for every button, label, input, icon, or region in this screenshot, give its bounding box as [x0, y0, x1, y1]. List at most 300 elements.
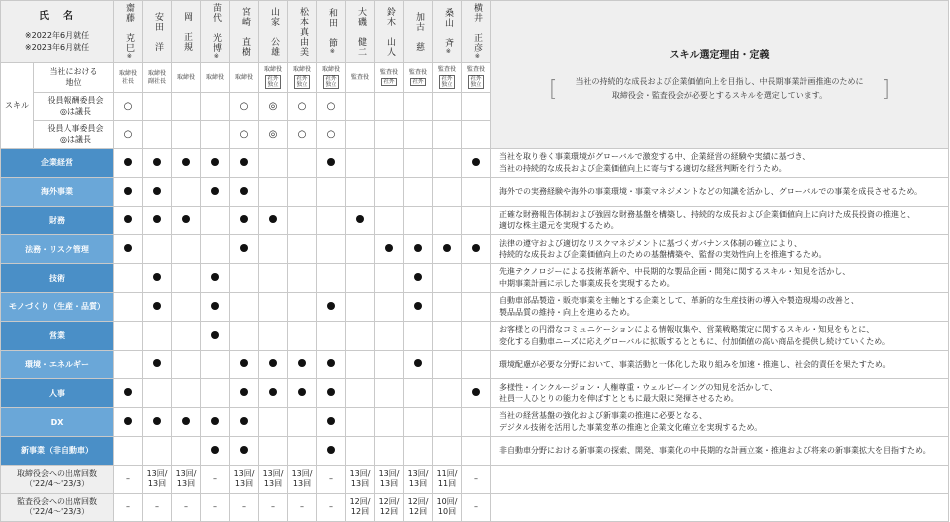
skill-mark-cell	[114, 235, 143, 264]
skill-dot-icon	[211, 273, 219, 281]
skill-mark-cell	[375, 350, 404, 379]
skill-dot-icon	[327, 388, 335, 396]
name-label: 氏 名	[39, 11, 75, 22]
skill-mark-cell	[143, 379, 172, 408]
position-cell: 取締役	[172, 63, 201, 93]
position-cell: 取締役 副社長	[143, 63, 172, 93]
skill-mark-cell	[172, 292, 201, 321]
member-note: ※	[328, 47, 336, 56]
comp-committee-cell	[172, 93, 201, 121]
comp-committee-cell	[143, 93, 172, 121]
skill-mark-cell	[259, 436, 288, 465]
skill-mark-cell	[404, 264, 433, 293]
member-name-cell	[259, 1, 288, 63]
position-cell: 監査役 社外	[375, 63, 404, 93]
date-note-2023: ※2023年6月就任	[24, 43, 90, 52]
skill-dot-icon	[153, 215, 161, 223]
skill-reason: 多様性・インクルージョン・人権尊重・ウェルビーイングの知見を活かして、 社員一人ひとりの能力を伸ばすとともに最大限に発揮させるため。	[491, 379, 949, 408]
board-attendance-label: 取締役会への出席回数 （'22/4～'23/3）	[1, 465, 114, 493]
member-note: ※	[212, 52, 220, 61]
skill-mark-cell	[404, 177, 433, 206]
skill-dot-icon	[414, 273, 422, 281]
position-cell: 監査役 社外 独立	[433, 63, 462, 93]
comp-committee-cell	[462, 93, 491, 121]
skill-name: 法務・リスク管理	[1, 235, 114, 264]
member-name-cell	[201, 1, 230, 63]
position-cell: 取締役 社長	[114, 63, 143, 93]
skill-mark-cell	[433, 292, 462, 321]
skill-mark-cell	[346, 408, 375, 437]
skill-mark-cell	[317, 264, 346, 293]
skill-name: 財務	[1, 206, 114, 235]
skill-mark-cell	[114, 149, 143, 178]
skill-mark-cell	[346, 350, 375, 379]
skill-mark-cell	[172, 321, 201, 350]
member-name-cell	[143, 1, 172, 63]
member-name: 和田 節	[326, 7, 337, 48]
skill-name: 技術	[1, 264, 114, 293]
skill-mark-cell	[317, 235, 346, 264]
skill-mark-cell	[230, 149, 259, 178]
member-name: 桑山 斉	[442, 7, 453, 48]
outside-badge: 社外 独立	[441, 75, 453, 88]
skill-mark-cell	[288, 408, 317, 437]
skill-mark-cell	[143, 436, 172, 465]
member-name-cell	[317, 1, 346, 63]
skill-mark-cell	[172, 206, 201, 235]
nom-committee-cell	[201, 121, 230, 149]
skill-mark-cell	[230, 350, 259, 379]
skill-dot-icon	[153, 187, 161, 195]
comp-committee-cell: ○	[288, 93, 317, 121]
skill-mark-cell	[288, 264, 317, 293]
audit-attendance-blank	[491, 493, 949, 521]
skill-mark-cell	[433, 264, 462, 293]
member-name: 齋藤 克巳	[123, 2, 134, 53]
skill-mark-cell	[462, 379, 491, 408]
skill-dot-icon	[240, 187, 248, 195]
skill-mark-cell	[259, 379, 288, 408]
skill-mark-cell	[114, 321, 143, 350]
date-note-2022: ※2022年6月就任	[24, 31, 90, 40]
skill-dot-icon	[472, 158, 480, 166]
skill-mark-cell	[404, 436, 433, 465]
reason-title: スキル選定理由・定義	[669, 50, 770, 62]
skill-mark-cell	[288, 321, 317, 350]
skill-name: 人事	[1, 379, 114, 408]
skill-mark-cell	[317, 149, 346, 178]
skill-mark-cell	[201, 292, 230, 321]
skill-dot-icon	[211, 302, 219, 310]
skill-mark-cell	[433, 149, 462, 178]
member-name-cell	[404, 1, 433, 63]
skill-mark-cell	[259, 264, 288, 293]
reason-header	[491, 1, 949, 149]
comp-committee-cell: ○	[230, 93, 259, 121]
skill-mark-cell	[346, 321, 375, 350]
skill-dot-icon	[124, 417, 132, 425]
comp-committee-cell: ◎	[259, 93, 288, 121]
skill-mark-cell	[375, 436, 404, 465]
skill-mark-cell	[462, 235, 491, 264]
skill-dot-icon	[182, 417, 190, 425]
skill-mark-cell	[317, 350, 346, 379]
skill-mark-cell	[201, 408, 230, 437]
position-cell: 取締役 社外 独立	[259, 63, 288, 93]
skill-dot-icon	[240, 158, 248, 166]
audit-attendance-cell: 12回/ 12回	[404, 493, 433, 521]
skill-dot-icon	[211, 187, 219, 195]
skill-dot-icon	[327, 417, 335, 425]
skill-mark-cell	[404, 350, 433, 379]
skill-mark-cell	[317, 436, 346, 465]
skill-mark-cell	[375, 408, 404, 437]
skill-dot-icon	[124, 244, 132, 252]
skill-reason: 自動車部品製造・販売事業を主軸とする企業として、革新的な生産技術の導入や製造現場の改善と、 製品品質の維持・向上を進めるため。	[491, 292, 949, 321]
outside-badge: 社外 独立	[267, 75, 279, 88]
skill-mark-cell	[201, 206, 230, 235]
skill-mark-cell	[433, 350, 462, 379]
board-attendance-cell: 13回/ 13回	[230, 465, 259, 493]
skill-mark-cell	[230, 292, 259, 321]
skill-mark-cell	[317, 292, 346, 321]
skill-dot-icon	[298, 359, 306, 367]
comp-committee-cell	[201, 93, 230, 121]
skill-mark-cell	[433, 436, 462, 465]
position-cell: 監査役	[346, 63, 375, 93]
skill-mark-cell	[259, 149, 288, 178]
skill-mark-cell	[346, 292, 375, 321]
skill-mark-cell	[172, 379, 201, 408]
member-name-cell	[114, 1, 143, 63]
audit-attendance-cell: –	[143, 493, 172, 521]
skill-mark-cell	[433, 177, 462, 206]
audit-attendance-cell: –	[317, 493, 346, 521]
nom-committee-cell	[404, 121, 433, 149]
skill-name: 海外事業	[1, 177, 114, 206]
skill-dot-icon	[182, 158, 190, 166]
skill-dot-icon	[414, 244, 422, 252]
skill-mark-cell	[462, 350, 491, 379]
skill-mark-cell	[259, 408, 288, 437]
position-cell: 監査役 社外 独立	[462, 63, 491, 93]
member-name: 宮崎 直樹	[239, 6, 250, 57]
member-name-cell	[346, 1, 375, 63]
skill-mark-cell	[172, 177, 201, 206]
skill-mark-cell	[317, 379, 346, 408]
member-note: ※	[444, 47, 452, 56]
member-name: 横井 正彦	[471, 2, 482, 53]
skill-dot-icon	[240, 446, 248, 454]
skill-dot-icon	[211, 331, 219, 339]
skill-dot-icon	[327, 158, 335, 166]
audit-attendance-cell: –	[288, 493, 317, 521]
skill-reason: 法律の遵守および適切なリスクマネジメントに基づくガバナンス体制の確立により、 持続的な成長および企業価値向上のための基盤構築や、監督の実効性向上を推進するため。	[491, 235, 949, 264]
skill-dot-icon	[153, 273, 161, 281]
skill-dot-icon	[124, 215, 132, 223]
skill-mark-cell	[346, 235, 375, 264]
member-name: 山家 公雄	[268, 6, 279, 57]
position-label: 当社における 地位	[34, 63, 114, 93]
skill-reason: 先進テクノロジーによる技術革新や、中長期的な製品企画・開発に関するスキル・知見を活かし、 中期事業計画に示した事業成長を実現するため。	[491, 264, 949, 293]
skill-mark-cell	[172, 235, 201, 264]
skill-mark-cell	[143, 408, 172, 437]
position-cell: 取締役	[230, 63, 259, 93]
skill-mark-cell	[375, 149, 404, 178]
skill-dot-icon	[472, 388, 480, 396]
skill-reason: お客様との円滑なコミュニケーションによる情報収集や、営業戦略策定に関するスキル・知見をもとに、 変化する自動車ニーズに応えグローバルに拡販するとともに、付加価値の高い商品を提供し続けていくため。	[491, 321, 949, 350]
skill-side-label: スキル	[1, 63, 34, 149]
board-attendance-cell: 13回/ 13回	[288, 465, 317, 493]
board-attendance-blank	[491, 465, 949, 493]
skill-mark-cell	[201, 321, 230, 350]
skill-mark-cell	[201, 264, 230, 293]
skill-mark-cell	[201, 436, 230, 465]
skill-dot-icon	[269, 388, 277, 396]
skill-mark-cell	[462, 177, 491, 206]
member-name: 加古 慈	[413, 11, 424, 52]
audit-attendance-cell: –	[172, 493, 201, 521]
skill-mark-cell	[375, 292, 404, 321]
skill-mark-cell	[143, 321, 172, 350]
skill-reason: 環境配慮が必要な分野において、事業活動と一体化した取り組みを加速・推進し、社会的責任を果たすため。	[491, 350, 949, 379]
skill-dot-icon	[211, 158, 219, 166]
skill-mark-cell	[259, 321, 288, 350]
skill-mark-cell	[143, 235, 172, 264]
skill-mark-cell	[375, 321, 404, 350]
skill-mark-cell	[404, 379, 433, 408]
audit-attendance-cell: –	[259, 493, 288, 521]
audit-attendance-cell: –	[230, 493, 259, 521]
board-attendance-cell: 13回/ 13回	[375, 465, 404, 493]
skill-dot-icon	[153, 417, 161, 425]
skill-mark-cell	[404, 408, 433, 437]
skill-mark-cell	[259, 177, 288, 206]
member-name: 鈴木 山人	[384, 6, 395, 57]
nom-committee-cell	[462, 121, 491, 149]
outside-badge: 社外 独立	[296, 75, 308, 88]
skill-mark-cell	[433, 235, 462, 264]
nom-committee-cell	[172, 121, 201, 149]
audit-attendance-cell: 12回/ 12回	[375, 493, 404, 521]
reason-intro-2: 取締役会・監査役会が必要とするスキルを選定しています。	[611, 91, 828, 100]
skill-name: モノづくり（生産・品質）	[1, 292, 114, 321]
skill-dot-icon	[240, 388, 248, 396]
skill-mark-cell	[201, 235, 230, 264]
member-name-cell	[433, 1, 462, 63]
skill-mark-cell	[346, 379, 375, 408]
skill-mark-cell	[114, 206, 143, 235]
skill-mark-cell	[462, 436, 491, 465]
skill-mark-cell	[201, 177, 230, 206]
comp-committee-cell	[346, 93, 375, 121]
skill-dot-icon	[124, 158, 132, 166]
bracket-left-icon: [	[548, 76, 558, 102]
audit-attendance-cell: 10回/ 10回	[433, 493, 462, 521]
member-name: 松本真由美	[297, 6, 308, 57]
skill-dot-icon	[153, 359, 161, 367]
skill-mark-cell	[288, 206, 317, 235]
audit-attendance-label: 監査役会への出席回数 （'22/4～'23/3）	[1, 493, 114, 521]
member-name: 安田 洋	[152, 11, 163, 52]
skill-mark-cell	[404, 206, 433, 235]
skill-mark-cell	[288, 177, 317, 206]
skill-dot-icon	[240, 244, 248, 252]
skill-dot-icon	[385, 244, 393, 252]
skill-dot-icon	[124, 388, 132, 396]
skill-mark-cell	[201, 379, 230, 408]
member-name: 大磯 健二	[355, 6, 366, 57]
nom-committee-cell: ○	[230, 121, 259, 149]
nom-committee-cell: ○	[114, 121, 143, 149]
skill-mark-cell	[288, 235, 317, 264]
skill-mark-cell	[259, 206, 288, 235]
audit-attendance-cell: –	[114, 493, 143, 521]
skill-mark-cell	[230, 264, 259, 293]
position-cell: 取締役 社外 独立	[317, 63, 346, 93]
skill-dot-icon	[414, 302, 422, 310]
skill-mark-cell	[172, 149, 201, 178]
skill-reason: 当社を取り巻く事業環境がグローバルで激変する中、企業経営の経験や実績に基づき、 当社の持続的な成長および企業価値向上に寄与する適切な経営判断を行うため。	[491, 149, 949, 178]
board-attendance-cell: 13回/ 13回	[172, 465, 201, 493]
skill-dot-icon	[356, 215, 364, 223]
skill-mark-cell	[404, 235, 433, 264]
board-attendance-cell: –	[114, 465, 143, 493]
member-name-cell	[462, 1, 491, 63]
skill-dot-icon	[240, 359, 248, 367]
board-attendance-cell: 13回/ 13回	[404, 465, 433, 493]
skill-mark-cell	[288, 350, 317, 379]
board-attendance-cell: 13回/ 13回	[346, 465, 375, 493]
name-header	[1, 1, 114, 63]
position-cell: 取締役	[201, 63, 230, 93]
skill-mark-cell	[317, 177, 346, 206]
skill-mark-cell	[433, 379, 462, 408]
skill-mark-cell	[114, 350, 143, 379]
skill-reason: 非自動車分野における新事業の探索、開発、事業化の中長期的な計画立案・推進および将来の新事業拡大を目指すため。	[491, 436, 949, 465]
skill-mark-cell	[317, 321, 346, 350]
member-name-cell	[288, 1, 317, 63]
board-attendance-cell: 11回/ 11回	[433, 465, 462, 493]
skill-mark-cell	[462, 321, 491, 350]
skill-mark-cell	[404, 292, 433, 321]
skill-mark-cell	[346, 149, 375, 178]
reason-intro-1: 当社の持続的な成長および企業価値向上を目指し、中長期事業計画推進のために	[575, 77, 864, 87]
outside-badge: 社外 独立	[470, 75, 482, 88]
audit-attendance-cell: –	[201, 493, 230, 521]
nom-committee-cell	[346, 121, 375, 149]
skill-mark-cell	[143, 350, 172, 379]
skill-mark-cell	[143, 149, 172, 178]
skill-dot-icon	[240, 215, 248, 223]
skill-mark-cell	[230, 379, 259, 408]
skill-mark-cell	[404, 149, 433, 178]
member-name-cell	[375, 1, 404, 63]
member-name: 苗代 光博	[210, 2, 221, 53]
skill-mark-cell	[462, 292, 491, 321]
skill-mark-cell	[114, 177, 143, 206]
outside-badge: 社外	[412, 79, 424, 86]
skill-mark-cell	[346, 177, 375, 206]
skill-mark-cell	[375, 379, 404, 408]
nom-committee-cell: ◎	[259, 121, 288, 149]
skill-mark-cell	[172, 408, 201, 437]
position-cell: 監査役 社外	[404, 63, 433, 93]
comp-committee-cell: ○	[317, 93, 346, 121]
skill-dot-icon	[269, 359, 277, 367]
comp-committee-cell: ○	[114, 93, 143, 121]
skill-mark-cell	[375, 235, 404, 264]
skill-mark-cell	[143, 292, 172, 321]
skill-mark-cell	[375, 264, 404, 293]
skill-reason: 正確な財務報告体制および強固な財務基盤を構築し、持続的な成長および企業価値向上に向けた成長投資の推進と、 適切な株主還元を実現するため。	[491, 206, 949, 235]
board-attendance-cell: 13回/ 13回	[259, 465, 288, 493]
skill-dot-icon	[327, 359, 335, 367]
skill-mark-cell	[230, 408, 259, 437]
audit-attendance-cell: 12回/ 12回	[346, 493, 375, 521]
skill-mark-cell	[433, 321, 462, 350]
nom-committee-cell	[143, 121, 172, 149]
skill-dot-icon	[327, 446, 335, 454]
skill-dot-icon	[472, 244, 480, 252]
nom-committee-cell	[433, 121, 462, 149]
skill-mark-cell	[172, 264, 201, 293]
skill-mark-cell	[462, 149, 491, 178]
skill-mark-cell	[114, 292, 143, 321]
board-attendance-cell: 13回/ 13回	[143, 465, 172, 493]
skill-dot-icon	[443, 244, 451, 252]
skill-name: DX	[1, 408, 114, 437]
skill-dot-icon	[211, 446, 219, 454]
skill-mark-cell	[201, 350, 230, 379]
nom-committee-cell: ○	[317, 121, 346, 149]
audit-attendance-cell: –	[462, 493, 491, 521]
skill-mark-cell	[288, 149, 317, 178]
skill-dot-icon	[153, 158, 161, 166]
skill-reason: 当社の経営基盤の強化および新事業の推進に必要となる、 デジタル技術を活用した事業変革の推進と企業文化確立を実現するため。	[491, 408, 949, 437]
skill-dot-icon	[182, 215, 190, 223]
skill-mark-cell	[433, 206, 462, 235]
skill-mark-cell	[375, 206, 404, 235]
skill-dot-icon	[298, 388, 306, 396]
member-note: ※	[125, 52, 133, 61]
skill-dot-icon	[153, 302, 161, 310]
skill-mark-cell	[114, 264, 143, 293]
member-name-cell	[172, 1, 201, 63]
skill-mark-cell	[259, 350, 288, 379]
member-name-cell	[230, 1, 259, 63]
skill-name: 営業	[1, 321, 114, 350]
skill-mark-cell	[114, 436, 143, 465]
skill-mark-cell	[172, 350, 201, 379]
comp-committee-cell	[404, 93, 433, 121]
nom-committee-cell: ○	[288, 121, 317, 149]
comp-committee-cell	[433, 93, 462, 121]
skill-name: 新事業（非自動車）	[1, 436, 114, 465]
skill-dot-icon	[124, 187, 132, 195]
outside-badge: 社外 独立	[325, 75, 337, 88]
skill-mark-cell	[346, 436, 375, 465]
nom-committee-label: 役員人事委員会 ◎は議長	[34, 121, 114, 149]
skill-dot-icon	[269, 215, 277, 223]
bracket-right-icon: ]	[881, 76, 891, 102]
skill-mark-cell	[375, 177, 404, 206]
skill-dot-icon	[211, 417, 219, 425]
skill-mark-cell	[462, 408, 491, 437]
skill-mark-cell	[143, 206, 172, 235]
board-attendance-cell: –	[462, 465, 491, 493]
skill-dot-icon	[327, 302, 335, 310]
